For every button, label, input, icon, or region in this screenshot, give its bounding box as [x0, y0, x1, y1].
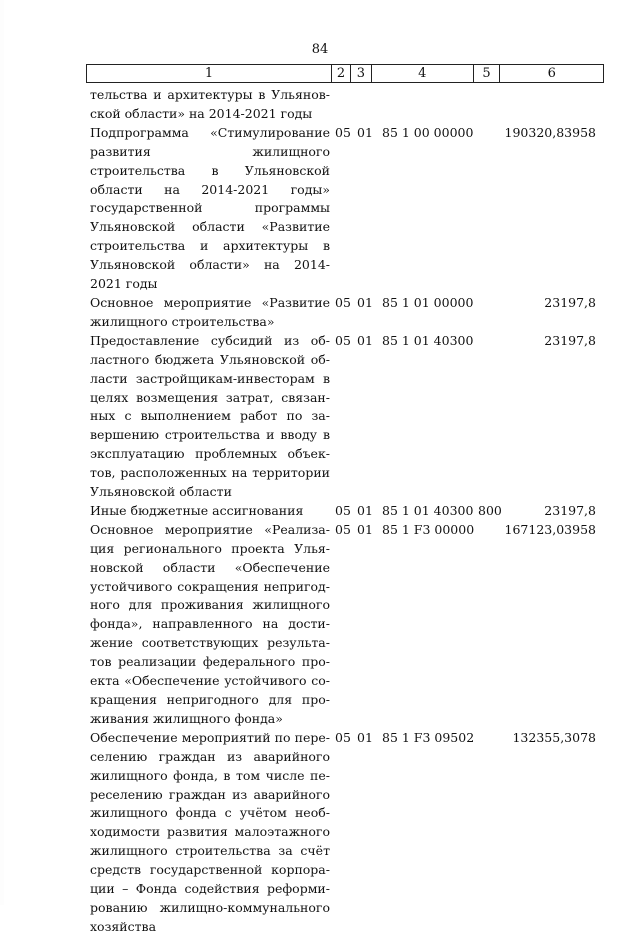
row-target-code: 85 1 01 40300	[382, 332, 474, 348]
row-expense-type: 800	[478, 502, 502, 518]
row-subsection: 01	[357, 332, 373, 348]
row-amount: 23197,8	[544, 332, 596, 348]
row-amount: 23197,8	[544, 502, 596, 518]
header-col-5: 5	[474, 65, 501, 82]
page-number: 84	[311, 42, 329, 57]
table-row	[90, 332, 610, 502]
row-section: 05	[335, 521, 351, 537]
table-row	[90, 729, 610, 937]
row-subsection: 01	[357, 294, 373, 310]
table-row	[90, 521, 610, 729]
row-target-code: 85 1 F3 09502	[382, 729, 475, 745]
table-header	[86, 64, 604, 83]
row-name: Обеспечение мероприятий по переселению граждан из аварийного жилищного фонда, в том числе переселению граждан из аварийного жилищного фонда с учётом необходимости развития малоэтажного жилищного строительства за счёт средств государственной корпорации – Фонда содействия реформированию жилищно-коммунального хозяйства	[90, 729, 330, 934]
row-name: тельства и архитектуры в Ульяновской области» на 2014-2021 годы	[90, 87, 330, 121]
row-subsection: 01	[357, 729, 373, 745]
table-row	[90, 124, 610, 294]
row-target-code: 85 1 F3 00000	[382, 521, 475, 537]
row-amount: 167123,03958	[504, 521, 596, 537]
table-row	[90, 502, 610, 521]
table-row	[90, 86, 610, 124]
table-body	[90, 86, 610, 937]
header-col-1: 1	[87, 65, 332, 82]
row-name: Подпрограмма «Стимулирование развития жилищного строительства в Ульяновской области на 2014-2021 годы» государственной программы Ульяновской области «Развитие строительства и архитектуры в Ульяновской области» на 2014-2021 годы	[90, 124, 330, 292]
row-subsection: 01	[357, 521, 373, 537]
row-section: 05	[335, 729, 351, 745]
row-section: 05	[335, 294, 351, 310]
row-name: Основное мероприятие «Развитие жилищного строительства»	[90, 294, 330, 329]
row-target-code: 85 1 01 00000	[382, 294, 474, 310]
row-name: Предоставление субсидий из областного бюджета Ульяновской области застройщикам-инвесторам в целях возмещения затрат, связанных с выполнением работ по завершению строительства и вводу в эксплуатацию проблемных объектов, расположенных на территории Ульяновской области	[90, 332, 330, 500]
row-subsection: 01	[357, 124, 373, 140]
row-target-code: 85 1 00 00000	[382, 124, 474, 140]
row-target-code: 85 1 01 40300	[382, 502, 474, 518]
row-amount: 190320,83958	[504, 124, 596, 140]
scan-edge	[0, 0, 4, 905]
row-amount: 132355,3078	[512, 729, 596, 745]
row-subsection: 01	[357, 502, 373, 518]
header-col-2: 2	[332, 65, 351, 82]
row-name: Основное мероприятие «Реализация регионального проекта Ульяновской области «Обеспечение устойчивого сокращения непригодного для проживания жилищного фонда», направленного на достижение соответствующих результатов реализации федерального проекта «Обеспечение устойчивого сокращения непригодного для проживания жилищного фонда»	[90, 521, 330, 726]
row-name: Иные бюджетные ассигнования	[90, 502, 304, 518]
row-section: 05	[335, 502, 351, 518]
row-section: 05	[335, 332, 351, 348]
header-col-3: 3	[351, 65, 372, 82]
row-section: 05	[335, 124, 351, 140]
header-col-6: 6	[547, 66, 556, 81]
table-row	[90, 294, 610, 332]
row-amount: 23197,8	[544, 294, 596, 310]
header-col-4: 4	[372, 65, 474, 82]
